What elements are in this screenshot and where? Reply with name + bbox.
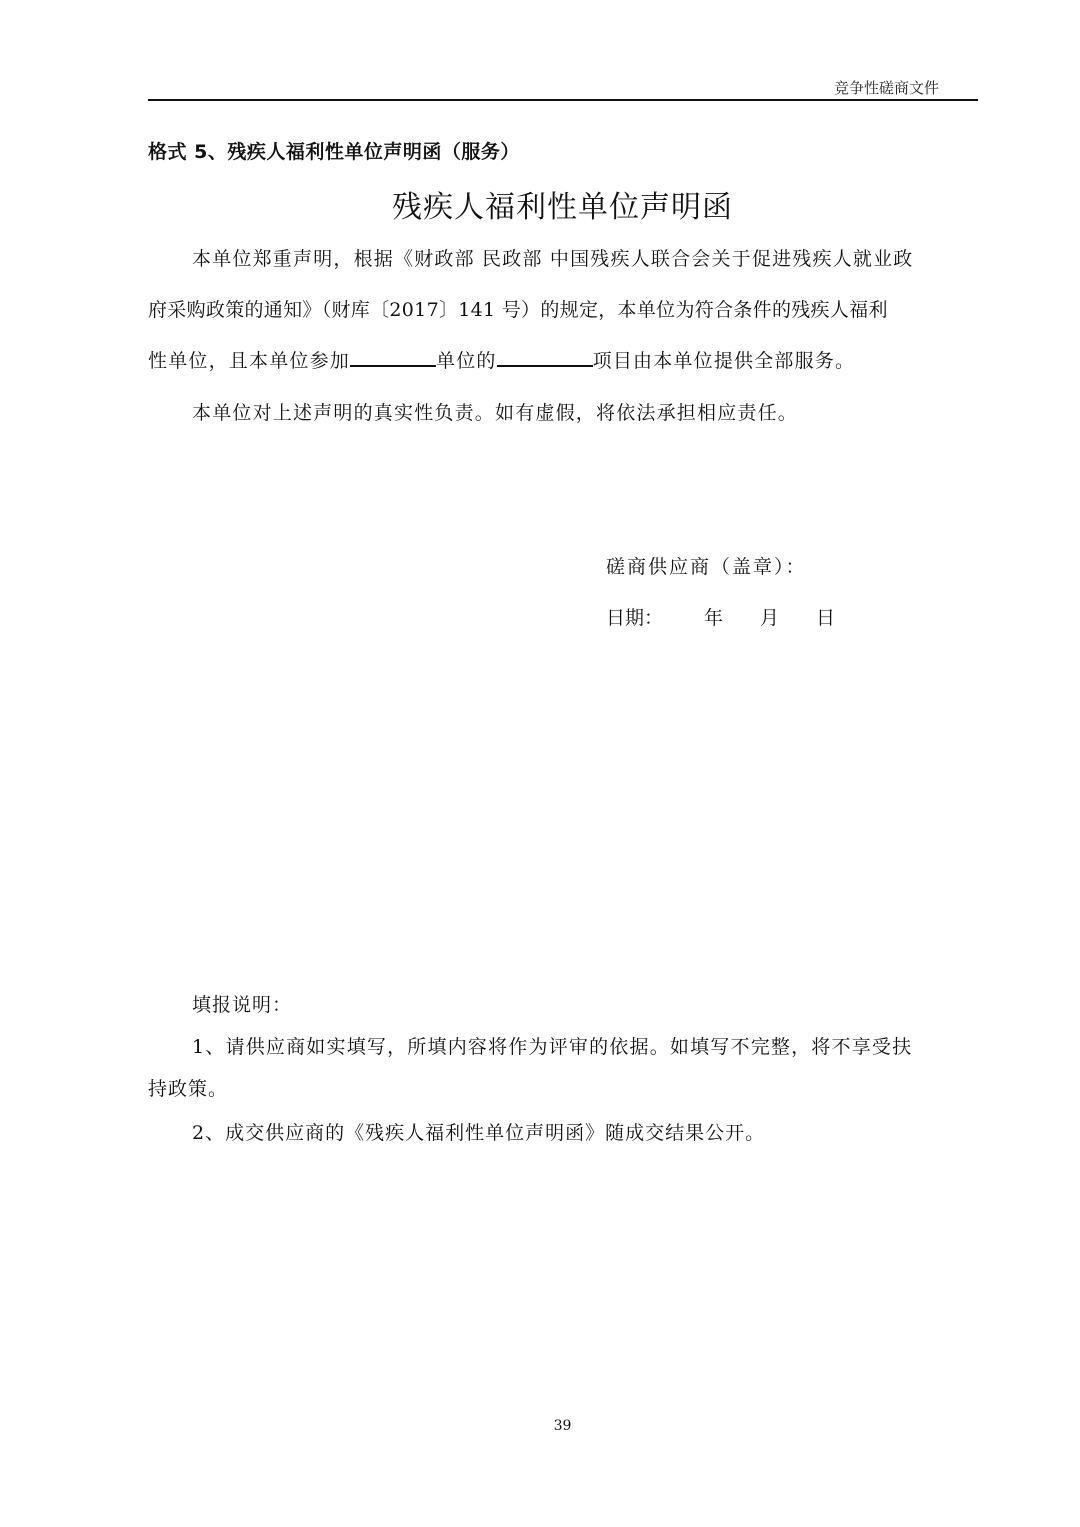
header-divider [148, 99, 978, 101]
date-line [606, 603, 835, 630]
body-line-3 [148, 346, 855, 373]
body-line-4: 本单位对上述声明的真实性负责。如有虚假，将依法承担相应责任。 [192, 402, 799, 424]
note-item-2: 2、成交供应商的《残疾人福利性单位声明函》随成交结果公开。 [192, 1122, 766, 1144]
document-title: 残疾人福利性单位声明函 [392, 190, 733, 225]
body-line-2: 府采购政策的通知》（财库〔2017〕141 号）的规定，本单位为符合条件的残疾人福利 [148, 299, 888, 321]
day-label: 日 [816, 607, 836, 629]
running-header: 竞争性磋商文件 [834, 79, 940, 97]
body-line-3-part-1: 性单位，且本单位参加 [148, 350, 351, 372]
page-number: 39 [553, 1418, 572, 1434]
month-label: 月 [760, 607, 780, 629]
body-line-1: 本单位郑重声明，根据《财政部 民政部 中国残疾人联合会关于促进残疾人就业政 [192, 248, 914, 270]
purchaser-blank-field[interactable] [350, 347, 436, 367]
date-label: 日期： [606, 607, 664, 629]
notes-heading: 填报说明： [192, 994, 293, 1016]
project-blank-field[interactable] [497, 347, 593, 367]
supplier-seal-label: 磋商供应商（盖章）： [606, 556, 807, 578]
note-item-1: 1、请供应商如实填写，所填内容将作为评审的依据。如填写不完整，将不享受扶 [192, 1036, 913, 1058]
note-item-1-continued: 持政策。 [148, 1078, 229, 1100]
body-line-3-part-3: 项目由本单位提供全部服务。 [592, 350, 856, 372]
body-line-3-part-2: 单位的 [436, 350, 497, 372]
year-label: 年 [704, 607, 724, 629]
format-title: 格式 5、残疾人福利性单位声明函（服务） [148, 141, 520, 163]
